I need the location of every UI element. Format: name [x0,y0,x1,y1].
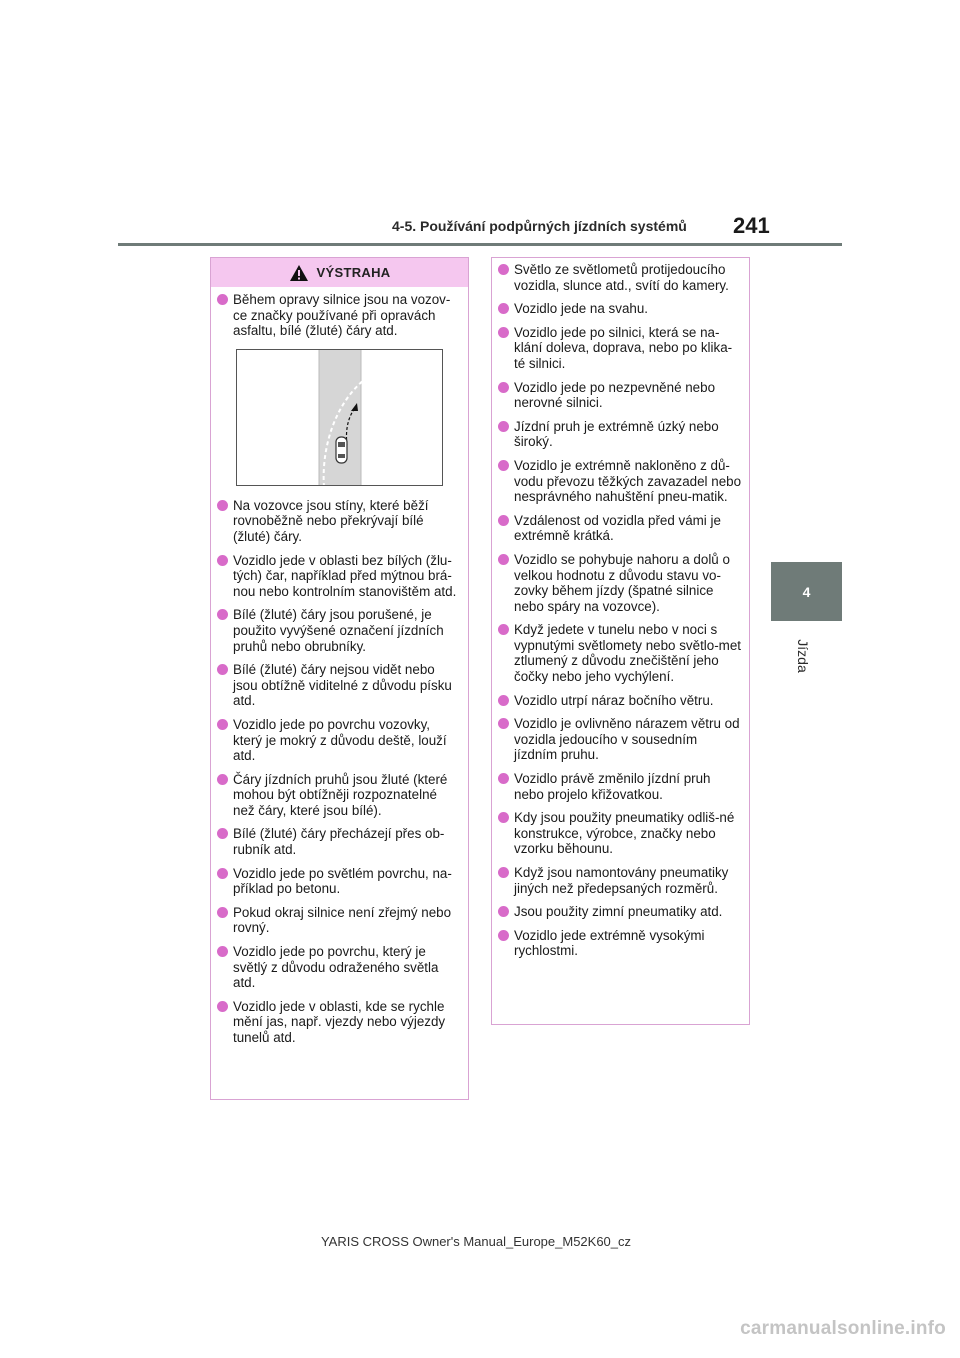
bullet-icon [498,773,509,784]
bullet-icon [217,907,228,918]
list-item: Jsou použity zimní pneumatiky atd. [494,904,743,920]
bullet-icon [217,774,228,785]
bullet-icon [217,500,228,511]
road-illustration [237,350,443,486]
chapter-number: 4 [802,583,811,600]
warning-list-left [211,287,468,339]
bullet-icon [217,664,228,675]
bullet-icon [217,719,228,730]
warning-triangle-icon [289,264,309,282]
chapter-name: Jízda [795,639,811,673]
bullet-icon [498,515,509,526]
bullet-icon [498,812,509,823]
warning-list-left-continued [211,498,468,1046]
bullet-icon [498,460,509,471]
list-item: Čáry jízdních pruhů jsou žluté (které mohou být obtížněji rozpoznatelné než čáry, které jsou bílé). [213,772,462,819]
list-item: Vozidlo právě změnilo jízdní pruh nebo projelo křižovatkou. [494,771,743,802]
bullet-icon [498,421,509,432]
list-item: Když jsou namontovány pneumatiky jiných než předepsaných rozměrů. [494,865,743,896]
bullet-icon [498,264,509,275]
footer-manual-id: YARIS CROSS Owner's Manual_Europe_M52K60_cz [320,1234,632,1249]
list-item: Pokud okraj silnice není zřejmý nebo rovný. [213,905,462,936]
warning-box-right [491,257,750,1025]
list-item: Bílé (žluté) čáry jsou porušené, je použito vyvýšené označení jízdních pruhů nebo obrubníky. [213,607,462,654]
list-item: Vozidlo jede po světlém povrchu, na-příklad po betonu. [213,866,462,897]
list-item: Vozidlo jede v oblasti bez bílých (žlu-tých) čar, například před mýtnou brá-nou nebo kontrolním stanovištěm atd. [213,553,462,600]
list-item: Když jedete v tunelu nebo v noci s vypnutými světlomety nebo světlo-met ztlumený z důvodu znečištění jeho čočky nebo jeho vychýlení. [494,622,743,684]
bullet-icon [217,555,228,566]
bullet-icon [498,867,509,878]
list-item: Vozidlo jede extrémně vysokými rychlostmi. [494,928,743,959]
list-item: Během opravy silnice jsou na vozov-ce značky používané při opravách asfaltu, bílé (žluté) čáry atd. [213,292,462,339]
list-item: Vozidlo jede po silnici, která se na-klání doleva, doprava, nebo po klika-té silnici. [494,325,743,372]
bullet-icon [498,554,509,565]
bullet-icon [217,1001,228,1012]
list-item: Vozidlo je ovlivněno nárazem větru od vozidla jedoucího v sousedním jízdním pruhu. [494,716,743,763]
list-item: Vozidlo jede po povrchu vozovky, který je mokrý z důvodu deště, louží atd. [213,717,462,764]
bullet-icon [498,695,509,706]
warning-header [211,258,468,287]
page-number: 241 [733,213,770,238]
list-item: Vozidlo jede po nezpevněné nebo nerovné silnici. [494,380,743,411]
list-item: Vzdálenost od vozidla před vámi je extrémně krátká. [494,513,743,544]
bullet-icon [217,609,228,620]
list-item: Světlo ze světlometů protijedoucího vozidla, slunce atd., svítí do kamery. [494,262,743,293]
list-item: Jízdní pruh je extrémně úzký nebo široký. [494,419,743,450]
bullet-icon [498,906,509,917]
list-item: Vozidlo jede po povrchu, který je světlý z důvodu odraženého světla atd. [213,944,462,991]
warning-title: VÝSTRAHA [316,265,391,280]
bullet-icon [498,327,509,338]
bullet-icon [217,946,228,957]
bullet-icon [217,828,228,839]
list-item: Na vozovce jsou stíny, které běží rovnoběžně nebo překrývají bílé (žluté) čáry. [213,498,462,545]
warning-list-right [492,258,749,959]
list-item: Bílé (žluté) čáry přecházejí přes ob-rubník atd. [213,826,462,857]
bullet-icon [498,718,509,729]
warning-box-left [210,257,469,1100]
lane-diagram [236,349,443,486]
list-item: Kdy jsou použity pneumatiky odliš-né konstrukce, výrobce, značky nebo vzorku běhounu. [494,810,743,857]
list-item: Vozidlo se pohybuje nahoru a dolů o velkou hodnotu z důvodu stavu vo-zovky během jízdy (špatné silnice nebo spáry na vozovce). [494,552,743,614]
bullet-icon [498,624,509,635]
list-item: Vozidlo jede v oblasti, kde se rychle mění jas, např. vjezdy nebo výjezdy tunelů atd. [213,999,462,1046]
list-item: Vozidlo je extrémně nakloněno z dů-vodu převozu těžkých zavazadel nebo nesprávného nahuštění pneu-matik. [494,458,743,505]
bullet-icon [217,868,228,879]
list-item: Bílé (žluté) čáry nejsou vidět nebo jsou obtížně viditelné z důvodu písku atd. [213,662,462,709]
chapter-tab[interactable] [771,562,842,621]
watermark[interactable]: carmanualsonline.info [740,1318,946,1339]
list-item: Vozidlo jede na svahu. [494,301,743,317]
bullet-icon [498,930,509,941]
bullet-icon [217,294,228,305]
list-item: Vozidlo utrpí náraz bočního větru. [494,693,743,709]
header-divider [118,243,842,246]
section-title: 4-5. Používání podpůrných jízdních systémů [392,218,687,234]
bullet-icon [498,303,509,314]
bullet-icon [498,382,509,393]
